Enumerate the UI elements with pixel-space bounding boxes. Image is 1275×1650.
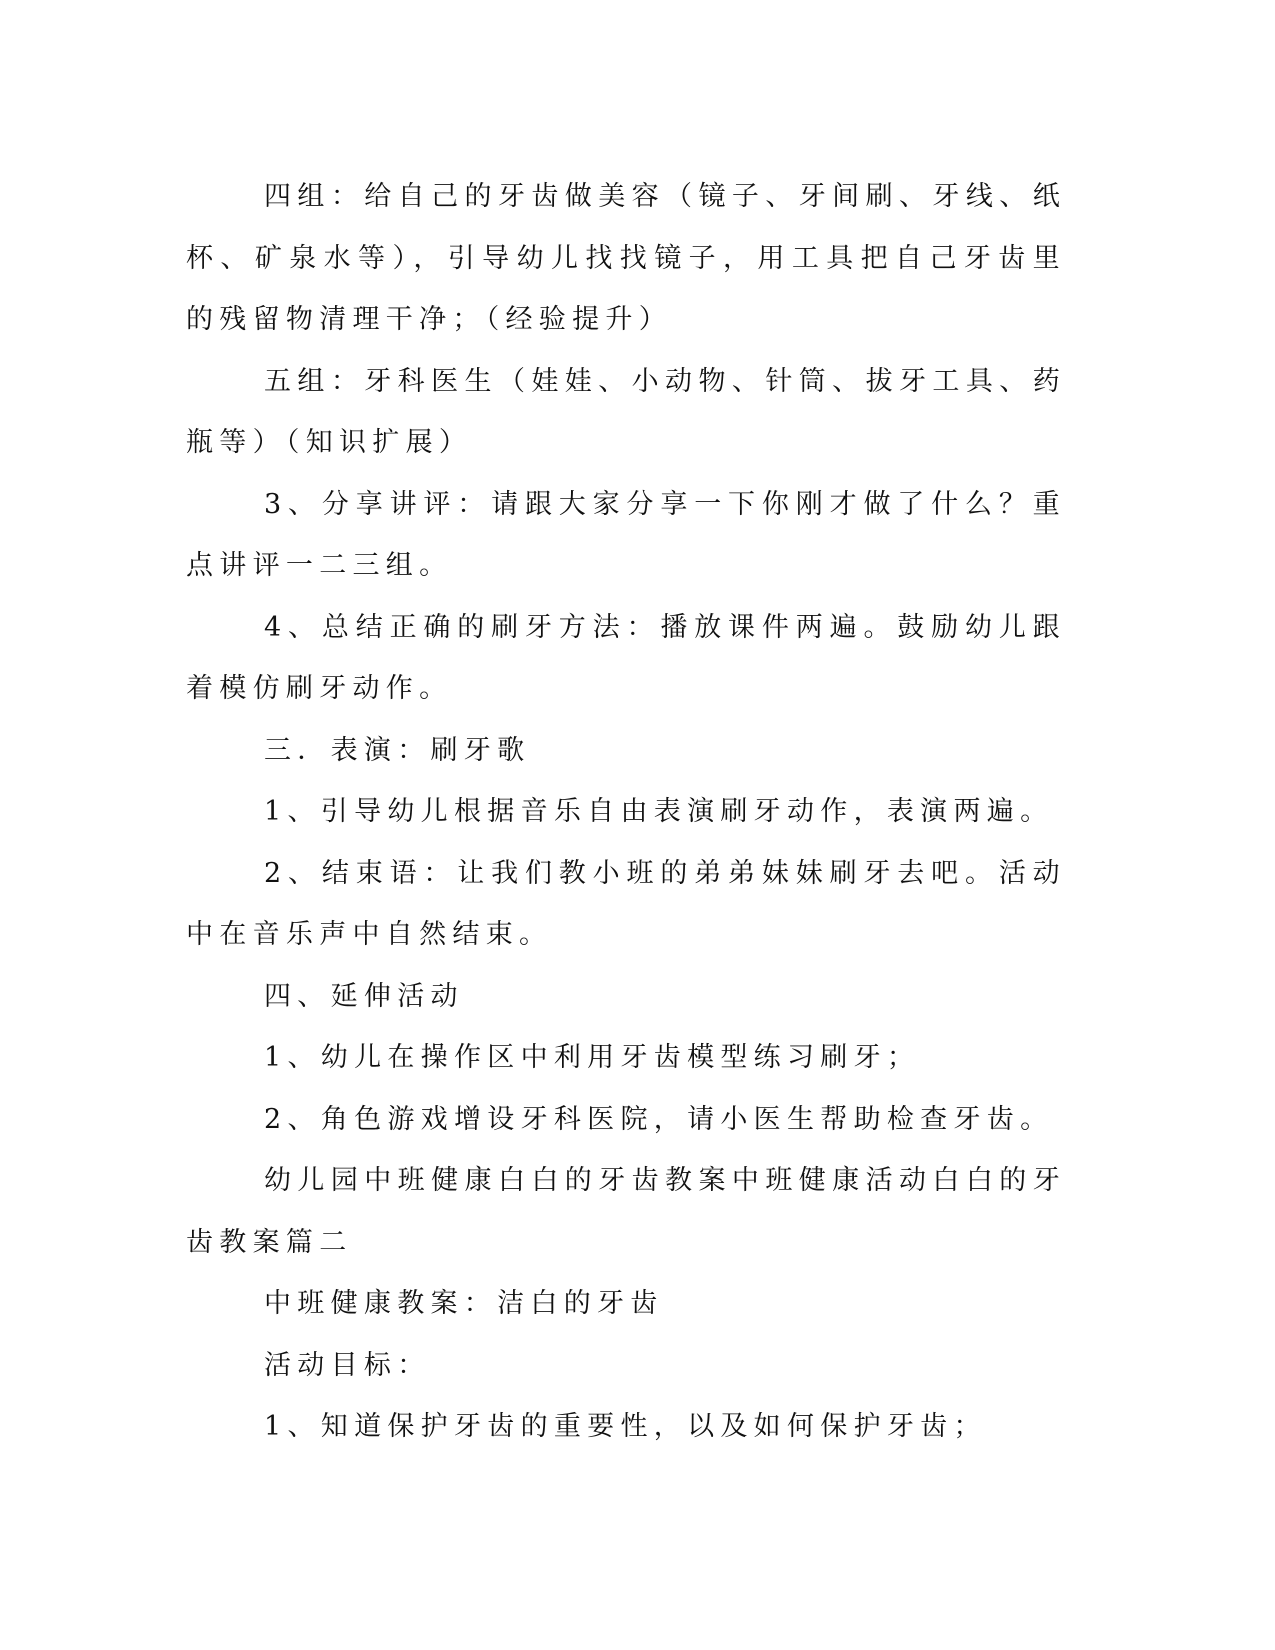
document-body: [186, 166, 1066, 1458]
paragraph-share-review: 3、分享讲评：请跟大家分享一下你刚才做了什么？重点讲评一二三组。: [186, 488, 1066, 581]
paragraph-group-five: 五组：牙科医生（娃娃、小动物、针筒、拔牙工具、药瓶等）（知识扩展）: [186, 365, 1066, 458]
section-heading-performance: 三．表演：刷牙歌: [264, 734, 531, 766]
paragraph-extension-2: 2、角色游戏增设牙科医院，请小医生帮助检查牙齿。: [264, 1103, 1054, 1135]
section-heading-extension: 四、延伸活动: [264, 980, 464, 1012]
paragraph-summary-method: 4、总结正确的刷牙方法：播放课件两遍。鼓励幼儿跟着模仿刷牙动作。: [186, 611, 1066, 704]
activity-goal-1: 1、知道保护牙齿的重要性，以及如何保护牙齿；: [264, 1411, 987, 1442]
lesson-plan-title: 幼儿园中班健康白白的牙齿教案中班健康活动白白的牙齿教案篇二: [186, 1165, 1066, 1258]
activity-goals-heading: 活动目标：: [264, 1349, 431, 1381]
paragraph-performance-2: 2、结束语：让我们教小班的弟弟妹妹刷牙去吧。活动中在音乐声中自然结束。: [186, 857, 1066, 950]
paragraph-group-four: 四组：给自己的牙齿做美容（镜子、牙间刷、牙线、纸杯、矿泉水等），引导幼儿找找镜子，用工具把自己牙齿里的残留物清理干净；（经验提升）: [186, 181, 1066, 335]
paragraph-performance-1: 1、引导幼儿根据音乐自由表演刷牙动作，表演两遍。: [264, 796, 1054, 827]
paragraph-extension-1: 1、幼儿在操作区中利用牙齿模型练习刷牙；: [264, 1042, 921, 1073]
lesson-plan-subtitle: 中班健康教案：洁白的牙齿: [264, 1288, 664, 1319]
